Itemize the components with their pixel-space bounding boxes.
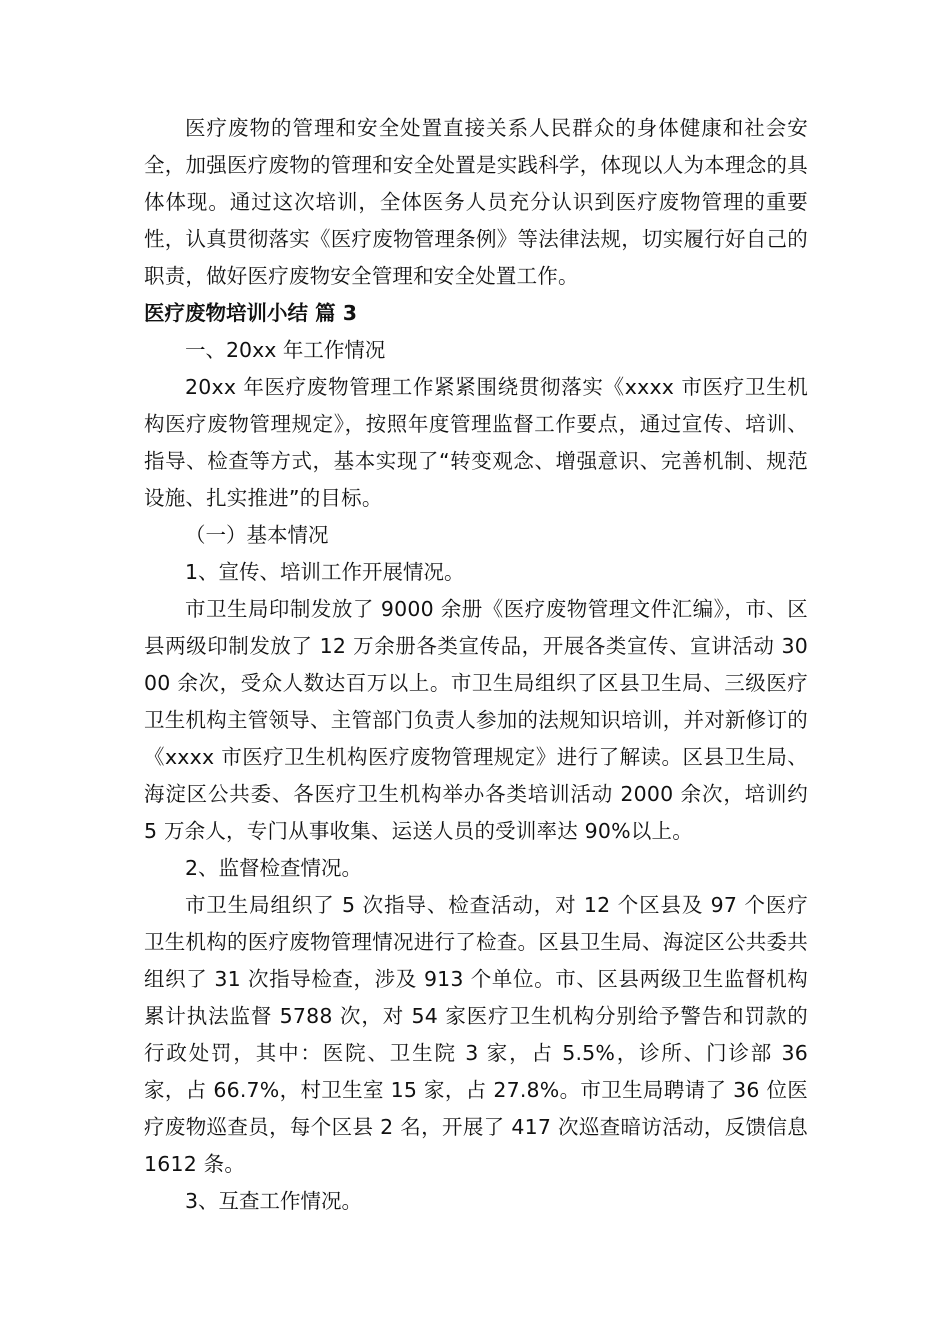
- paragraph-publicity-training: 市卫生局印制发放了 9000 余册《医疗废物管理文件汇编》，市、区县两级印制发放了 12 万余册各类宣传品，开展各类宣传、宣讲活动 3000 余次，受众人数达百万以上。市卫生局组织了区县卫生局、三级医疗卫生机构主管领导、主管部门负责人参加的法规知识培训，并对新修订的《xxxx 市医疗卫生机构医疗废物管理规定》进行了解读。区县卫生局、海淀区公共委、各医疗卫生机构举办各类培训活动 2000 余次，培训约 5 万余人，专门从事收集、运送人员的受训率达 90%以上。: [144, 597, 808, 843]
- subheading-work-status: 一、20xx 年工作情况: [185, 338, 386, 362]
- paragraph-supervision: 市卫生局组织了 5 次指导、检查活动，对 12 个区县及 97 个医疗卫生机构的医疗废物管理情况进行了检查。区县卫生局、海淀区公共委共组织了 31 次指导检查，涉及 913 个单位。市、区县两级卫生监督机构累计执法监督 5788 次，对 54 家医疗卫生机构分别给予警告和罚款的行政处罚，其中：医院、卫生院 3 家，占 5.5%，诊所、门诊部 36 家，占 66.7%，村卫生室 15 家，占 27.8%。市卫生局聘请了 36 位医疗废物巡查员，每个区县 2 名，开展了 417 次巡查暗访活动，反馈信息 1612 条。: [144, 893, 808, 1176]
- paragraph-intro: 医疗废物的管理和安全处置直接关系人民群众的身体健康和社会安全，加强医疗废物的管理和安全处置是实践科学，体现以人为本理念的具体体现。通过这次培训，全体医务人员充分认识到医疗废物管理的重要性，认真贯彻落实《医疗废物管理条例》等法律法规，切实履行好自己的职责，做好医疗废物安全管理和安全处置工作。: [144, 116, 808, 288]
- paragraph-work-overview: 20xx 年医疗废物管理工作紧紧围绕贯彻落实《xxxx 市医疗卫生机构医疗废物管理规定》，按照年度管理监督工作要点，通过宣传、培训、指导、检查等方式，基本实现了“转变观念、增强意识、完善机制、规范设施、扎实推进”的目标。: [144, 375, 808, 510]
- section-heading: 医疗废物培训小结 篇 3: [144, 301, 358, 325]
- document-page: [144, 110, 808, 1220]
- subheading-supervision: 2、监督检查情况。: [185, 856, 363, 880]
- subheading-basic-status: （一）基本情况: [185, 523, 329, 547]
- subheading-publicity-training: 1、宣传、培训工作开展情况。: [185, 560, 465, 584]
- subheading-mutual-inspection: 3、互查工作情况。: [185, 1189, 363, 1213]
